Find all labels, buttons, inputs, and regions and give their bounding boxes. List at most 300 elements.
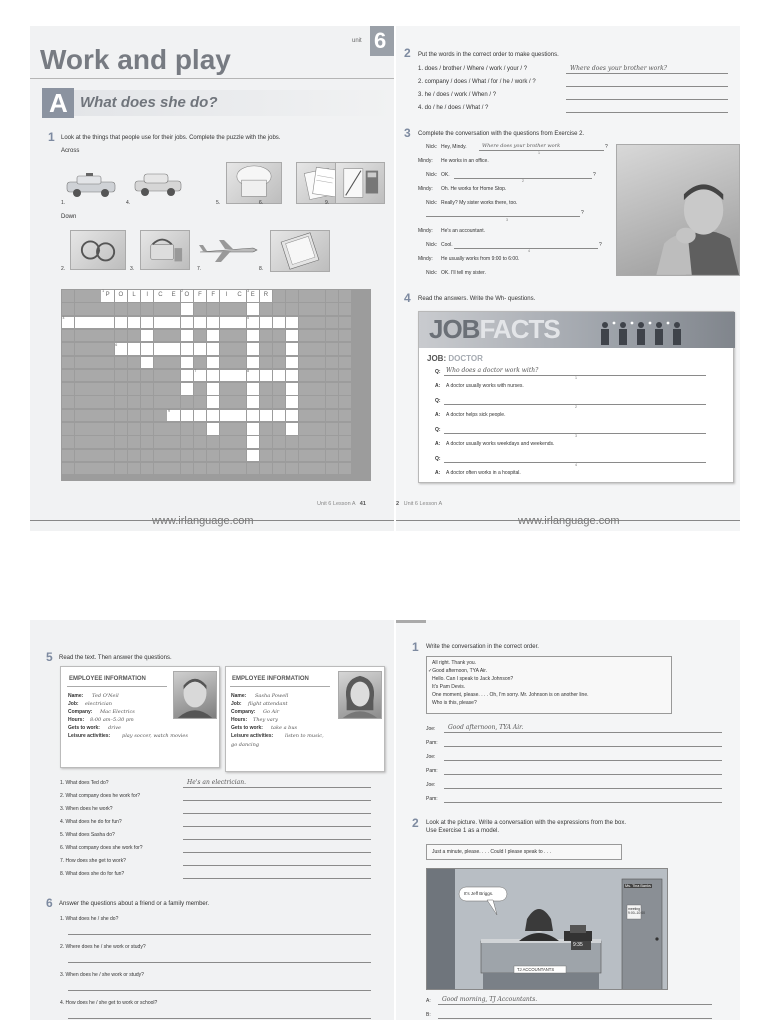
ex4-answer-3: A doctor usually works weekdays and weekends. <box>446 441 555 447</box>
crossword-cell[interactable] <box>115 343 127 355</box>
ex6-question-3: 3. When does he / she work or study? <box>60 972 144 978</box>
crossword-block <box>194 330 206 342</box>
crossword-cell[interactable] <box>273 317 285 329</box>
page-title: Work and play <box>40 44 231 75</box>
crossword-block <box>273 463 285 475</box>
crossword-block <box>88 330 100 342</box>
ex3-text-6: He's an accountant. <box>441 228 486 234</box>
crossword-block <box>220 423 232 435</box>
crossword-cell[interactable] <box>181 317 193 329</box>
crossword-block <box>101 396 113 408</box>
crossword-block <box>260 330 272 342</box>
crossword-block <box>128 357 140 369</box>
airplane-image <box>195 230 260 270</box>
crossword-block <box>101 330 113 342</box>
speaker-1: Joe: <box>426 726 436 732</box>
ex3-speaker-6: Mindy: <box>418 228 433 234</box>
crossword-block <box>312 450 324 462</box>
crossword-block <box>88 410 100 422</box>
crossword-block <box>312 396 324 408</box>
crossword-cell[interactable] <box>194 410 206 422</box>
crossword-cell[interactable] <box>181 343 193 355</box>
across-number-5: 5. <box>216 200 221 206</box>
ex4-gap-number-1: 1 <box>575 376 577 380</box>
crossword-block <box>62 370 74 382</box>
crossword-cell[interactable] <box>207 290 219 302</box>
crossword-block <box>312 303 324 315</box>
crossword-cell[interactable] <box>273 370 285 382</box>
crossword-block <box>101 423 113 435</box>
card1-label-hours: Hours: <box>68 717 85 723</box>
crossword-letter: F <box>211 292 215 298</box>
crossword-cell[interactable] <box>141 330 153 342</box>
crossword-block <box>75 423 87 435</box>
ex6-instruction: Answer the questions about a friend or a family member. <box>59 901 210 907</box>
ex3-speaker-8: Mindy: <box>418 256 433 262</box>
crossword-block <box>101 383 113 395</box>
crossword-block <box>62 423 74 435</box>
crossword-block <box>220 330 232 342</box>
crossword-block <box>62 463 74 475</box>
ex5-line-5 <box>183 839 371 840</box>
taxi-image <box>130 164 186 204</box>
crossword-cell[interactable] <box>167 343 179 355</box>
crossword-cell[interactable] <box>233 290 245 302</box>
crossword-cell[interactable] <box>286 423 298 435</box>
crossword-cell[interactable] <box>181 357 193 369</box>
ex3-number: 3 <box>404 126 411 140</box>
crossword-cell[interactable] <box>220 370 232 382</box>
crossword-block <box>167 396 179 408</box>
crossword-block <box>115 450 127 462</box>
ex3-text-9: OK. I'll tell my sister. <box>441 270 486 276</box>
ex3-qmark-3: ? <box>581 210 584 216</box>
crossword-cell[interactable] <box>207 370 219 382</box>
ted-photo <box>173 671 217 719</box>
crossword-cell[interactable] <box>207 396 219 408</box>
crossword-clue-number: 9 <box>167 409 170 414</box>
crossword-cell[interactable] <box>220 410 232 422</box>
card-header: EMPLOYEE INFORMATION <box>232 676 309 682</box>
crossword-block <box>273 383 285 395</box>
ex3-speaker-5: Nick: <box>426 200 438 206</box>
crossword-cell[interactable] <box>207 383 219 395</box>
crossword-cell[interactable] <box>141 317 153 329</box>
crossword-cell[interactable] <box>247 330 259 342</box>
ex5-question-3: 3. When does he work? <box>60 806 113 812</box>
ex6-line-4 <box>68 1018 371 1019</box>
sasha-photo <box>338 671 382 719</box>
crossword-cell[interactable] <box>286 410 298 422</box>
card2-label-leisure: Leisure activities: <box>231 733 274 739</box>
crossword-cell[interactable] <box>101 317 113 329</box>
crossword-block <box>101 370 113 382</box>
crossword-cell[interactable] <box>247 290 259 302</box>
crossword-block <box>154 396 166 408</box>
crossword-cell[interactable] <box>247 370 259 382</box>
crossword-cell[interactable] <box>260 290 272 302</box>
speaker-2: Pam: <box>426 740 438 746</box>
ex2-instruction: Put the words in the correct order to make questions. <box>418 52 559 58</box>
ex5-question-1: 1. What does Ted do? <box>60 780 109 786</box>
crossword-cell[interactable] <box>247 303 259 315</box>
ex2-answer-1: Where does your brother work? <box>570 65 667 72</box>
crossword-clue-number: 6 <box>115 342 118 347</box>
crossword-block <box>154 410 166 422</box>
crossword-block <box>88 423 100 435</box>
crossword-block <box>62 410 74 422</box>
crossword-block <box>88 383 100 395</box>
crossword-cell[interactable] <box>286 370 298 382</box>
card-header-rule <box>67 686 167 687</box>
page-footer <box>396 501 442 507</box>
ex3-text-7: Cool. <box>441 242 453 248</box>
crossword-block <box>339 463 351 475</box>
crossword-block <box>194 383 206 395</box>
ex2-line-1 <box>566 73 728 74</box>
crossword-block <box>326 357 338 369</box>
crossword-cell[interactable] <box>247 436 259 448</box>
crossword-cell[interactable] <box>128 317 140 329</box>
gap-number-1: 1 <box>538 151 540 155</box>
crossword-block <box>88 303 100 315</box>
crossword-cell[interactable] <box>247 450 259 462</box>
crossword-cell[interactable] <box>75 317 87 329</box>
crossword-cell[interactable] <box>207 317 219 329</box>
crossword-block <box>154 303 166 315</box>
police-car-image <box>61 164 121 204</box>
crossword-block <box>326 396 338 408</box>
crossword-cell[interactable] <box>115 290 127 302</box>
crossword-block <box>62 303 74 315</box>
crossword-cell[interactable] <box>181 383 193 395</box>
website-link[interactable]: www.irlanguage.com <box>518 515 620 527</box>
crossword-block <box>260 383 272 395</box>
crossword-cell[interactable] <box>167 290 179 302</box>
crossword-letter: R <box>263 292 269 298</box>
crossword-cell[interactable] <box>260 317 272 329</box>
crossword-cell[interactable] <box>128 343 140 355</box>
crossword-block <box>312 343 324 355</box>
ex4-q-label-2: Q: <box>435 398 441 404</box>
crossword-block <box>115 410 127 422</box>
crossword-block <box>128 463 140 475</box>
crossword-block <box>62 436 74 448</box>
crossword-block <box>154 370 166 382</box>
ex3-text-1: Hey, Mindy. <box>441 144 467 150</box>
crossword-cell[interactable] <box>181 330 193 342</box>
ex4-question-1: Who does a doctor work with? <box>446 367 539 374</box>
crossword-cell[interactable] <box>154 290 166 302</box>
notebook-image <box>270 230 330 272</box>
crossword-block <box>115 396 127 408</box>
crossword-cell[interactable] <box>207 357 219 369</box>
crossword-cell[interactable] <box>101 290 113 302</box>
crossword-letter: E <box>250 292 255 298</box>
crossword-block <box>326 383 338 395</box>
ex2-number: 2 <box>404 46 411 60</box>
crossword-block <box>207 436 219 448</box>
card1-value-leisure: play soccer, watch movies <box>122 733 188 739</box>
crossword-block <box>62 396 74 408</box>
crossword-block <box>141 396 153 408</box>
crossword-clue-number: 1 <box>102 289 105 294</box>
gap-number-3: 3 <box>506 218 508 222</box>
website-link[interactable]: www.irlanguage.com <box>152 515 254 527</box>
crossword-cell[interactable] <box>62 317 74 329</box>
crossword-block <box>339 410 351 422</box>
ex6-line-3 <box>68 990 371 991</box>
crossword-block <box>181 396 193 408</box>
crossword-cell[interactable] <box>167 317 179 329</box>
crossword-block <box>75 370 87 382</box>
crossword-cell[interactable] <box>247 317 259 329</box>
crossword-cell[interactable] <box>154 343 166 355</box>
crossword-cell[interactable] <box>88 317 100 329</box>
line-b <box>438 1018 712 1019</box>
crossword-cell[interactable] <box>233 410 245 422</box>
across-number-6: 6. <box>259 200 264 206</box>
crossword-cell[interactable] <box>181 290 193 302</box>
crossword-block <box>326 303 338 315</box>
crossword-block <box>167 436 179 448</box>
crossword-block <box>101 303 113 315</box>
crossword-cell[interactable] <box>194 343 206 355</box>
crossword-cell[interactable] <box>247 383 259 395</box>
crossword-block <box>299 290 311 302</box>
crossword-cell[interactable] <box>167 410 179 422</box>
crossword-block <box>273 330 285 342</box>
jobfacts-title-facts: FACTS <box>479 314 560 344</box>
crossword-block <box>75 436 87 448</box>
down-number-7: 7. <box>197 266 202 272</box>
crossword-block <box>339 343 351 355</box>
crossword-block <box>299 317 311 329</box>
crossword-cell[interactable] <box>286 357 298 369</box>
ex4-a-label-4: A: <box>435 470 441 476</box>
crossword-cell[interactable] <box>154 317 166 329</box>
crossword-block <box>273 343 285 355</box>
box-line-4: It's Pam Devis. <box>432 684 466 690</box>
crossword-letter: O <box>118 292 124 298</box>
card1-value-hours: 8:00 am–5:30 pm <box>90 717 134 723</box>
crossword-block <box>220 357 232 369</box>
crossword-block <box>260 357 272 369</box>
crossword-cell[interactable] <box>286 317 298 329</box>
crossword-letter: O <box>184 292 190 298</box>
crossword-block <box>75 330 87 342</box>
crossword-block <box>181 423 193 435</box>
crossword-block <box>62 343 74 355</box>
crossword-block <box>299 450 311 462</box>
crossword-block <box>62 290 74 302</box>
crossword-block <box>312 410 324 422</box>
crossword-block <box>220 463 232 475</box>
crossword-block <box>233 423 245 435</box>
crossword-cell[interactable] <box>181 303 193 315</box>
crossword-block <box>233 450 245 462</box>
ex3-speaker-7: Nick: <box>426 242 438 248</box>
crossword-cell[interactable] <box>247 357 259 369</box>
crossword-cell[interactable] <box>141 290 153 302</box>
top-tab <box>396 620 426 623</box>
crossword-cell[interactable] <box>247 410 259 422</box>
crossword-block <box>233 463 245 475</box>
crossword-block <box>299 383 311 395</box>
crossword-cell[interactable] <box>194 370 206 382</box>
ex5-number: 5 <box>46 650 53 664</box>
ex5-line-3 <box>183 813 371 814</box>
crossword-block <box>233 436 245 448</box>
ex5-question-8: 8. What does she do for fun? <box>60 871 125 877</box>
ex2-item-3: 3. he / does / work / When / ? <box>418 92 497 98</box>
crossword-cell[interactable] <box>233 317 245 329</box>
crossword-cell[interactable] <box>115 317 127 329</box>
ex2-item-2: 2. company / does / What / for / he / work / ? <box>418 79 536 85</box>
ex2-line-4 <box>566 112 728 113</box>
crossword-cell[interactable] <box>220 317 232 329</box>
speaker-3: Joe: <box>426 754 436 760</box>
crossword-block <box>312 370 324 382</box>
card2-value-hours: They vary <box>253 717 278 723</box>
ex5-question-5: 5. What does Sasha do? <box>60 832 115 838</box>
crossword-block <box>339 383 351 395</box>
crossword-block <box>220 436 232 448</box>
ex3-answer-1: Where does your brother work <box>482 143 561 149</box>
crossword-cell[interactable] <box>141 357 153 369</box>
crossword-block <box>312 357 324 369</box>
ex6-question-1: 1. What does he / she do? <box>60 916 119 922</box>
crossword-cell[interactable] <box>247 343 259 355</box>
crossword-cell[interactable] <box>247 423 259 435</box>
crossword-block <box>207 463 219 475</box>
ex4-answer-1: A doctor usually works with nurses. <box>446 383 524 389</box>
workbook-page-3 <box>30 620 394 1020</box>
ex2-line-2 <box>566 86 728 87</box>
crossword-cell[interactable] <box>181 410 193 422</box>
crossword-block <box>286 290 298 302</box>
ex4-q-label-1: Q: <box>435 369 441 375</box>
crossword-cell[interactable] <box>181 370 193 382</box>
workbook-page-2 <box>396 26 740 531</box>
crossword-cell[interactable] <box>194 317 206 329</box>
crossword-cell[interactable] <box>207 343 219 355</box>
card2-label-gets: Gets to work: <box>231 725 263 731</box>
crossword-block <box>167 370 179 382</box>
crossword-block <box>312 317 324 329</box>
crossword-block <box>312 436 324 448</box>
crossword-block <box>141 383 153 395</box>
ex3-qmark-2: ? <box>593 172 596 178</box>
desk-clock: 9:35 <box>573 942 583 948</box>
crossword-block <box>312 330 324 342</box>
crossword-block <box>326 290 338 302</box>
door-sign: Ms. Tina Banks <box>625 884 651 888</box>
crossword-block <box>273 423 285 435</box>
crossword-block <box>233 396 245 408</box>
crossword-block <box>141 450 153 462</box>
door-note: meeting 9:00–10:00 <box>628 907 645 915</box>
ex5-question-7: 7. How does she get to work? <box>60 858 126 864</box>
crossword-clue-number: 3 <box>247 289 250 294</box>
crossword-block <box>88 290 100 302</box>
crossword-block <box>75 303 87 315</box>
crossword-cell[interactable] <box>233 370 245 382</box>
crossword-block <box>62 357 74 369</box>
crossword-block <box>128 450 140 462</box>
crossword-letter: I <box>146 292 149 298</box>
crossword-block <box>326 343 338 355</box>
ex2-item-1: 1. does / brother / Where / work / your / ? <box>418 66 528 72</box>
crossword-cell[interactable] <box>247 396 259 408</box>
card-header: EMPLOYEE INFORMATION <box>69 676 146 682</box>
crossword-cell[interactable] <box>260 410 272 422</box>
crossword-block <box>194 463 206 475</box>
handcuffs-image <box>70 230 126 270</box>
crossword-block <box>260 423 272 435</box>
crossword-cell[interactable] <box>207 410 219 422</box>
speaker-line-1 <box>444 732 722 733</box>
line-a-answer: Good morning, TJ Accountants. <box>442 996 538 1003</box>
crossword-block <box>233 343 245 355</box>
crossword-block <box>101 343 113 355</box>
crossword-block <box>128 423 140 435</box>
crossword-cell[interactable] <box>207 423 219 435</box>
across-label: Across <box>61 148 80 154</box>
crossword-block <box>286 303 298 315</box>
crossword-cell[interactable] <box>220 290 232 302</box>
card2-label-hours: Hours: <box>231 717 248 723</box>
footer-text: Unit 6 Lesson A <box>403 501 443 507</box>
crossword-block <box>299 330 311 342</box>
crossword-cell[interactable] <box>207 330 219 342</box>
crossword-block <box>115 330 127 342</box>
ex5-question-6: 6. What company does she work for? <box>60 845 143 851</box>
crossword-cell[interactable] <box>286 396 298 408</box>
ex3-qmark-4: ? <box>599 242 602 248</box>
card2-label-company: Company: <box>231 709 256 715</box>
crossword-block <box>339 317 351 329</box>
crossword-block <box>260 303 272 315</box>
crossword-cell[interactable] <box>286 330 298 342</box>
speaker-line-2 <box>444 746 722 747</box>
ex6-line-1 <box>68 934 371 935</box>
jobfacts-title-job: JOB <box>429 314 480 344</box>
down-number-3: 3. <box>130 266 135 272</box>
crossword-cell[interactable] <box>141 343 153 355</box>
crossword-block <box>75 343 87 355</box>
crossword-letter: F <box>198 292 202 298</box>
crossword-block <box>181 450 193 462</box>
crossword-block <box>128 436 140 448</box>
crossword-block <box>115 463 127 475</box>
crossword-cell[interactable] <box>286 383 298 395</box>
card1-value-name: Ted O'Neil <box>92 693 119 699</box>
man-thinking-photo <box>616 144 740 276</box>
crossword-cell[interactable] <box>286 343 298 355</box>
crossword-cell[interactable] <box>260 370 272 382</box>
card2-label-name: Name: <box>231 693 247 699</box>
crossword-cell[interactable] <box>273 410 285 422</box>
crossword-cell[interactable] <box>194 290 206 302</box>
card1-label-job: Job: <box>68 701 79 707</box>
ex6-question-4: 4. How does he / she get to work or school? <box>60 1000 158 1006</box>
crossword-block <box>62 330 74 342</box>
crossword-block <box>299 343 311 355</box>
ex3-text-8: He usually works from 9:00 to 6:00. <box>441 256 520 262</box>
crossword-block <box>312 463 324 475</box>
crossword-cell[interactable] <box>128 290 140 302</box>
